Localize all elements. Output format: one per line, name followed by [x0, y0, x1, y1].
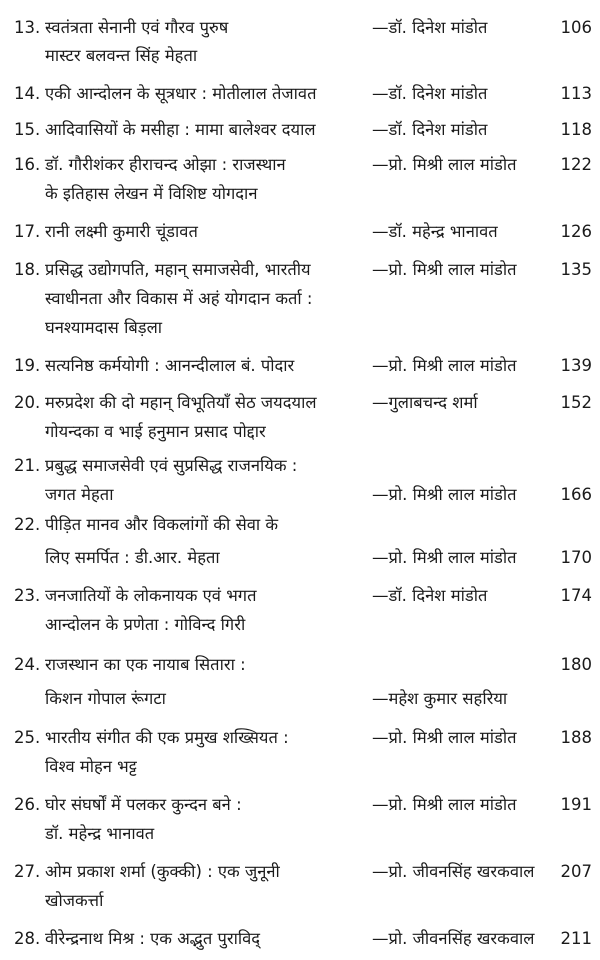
- entry-author: —डॉ. दिनेश मांडोत: [372, 84, 488, 103]
- entry-author: —डॉ. महेन्द्र भानावत: [372, 222, 498, 241]
- toc-entry-18-cont: [0, 284, 600, 314]
- entry-author: —महेश कुमार सहरिया: [372, 689, 508, 708]
- entry-page-number: 211: [560, 929, 592, 948]
- entry-number: 28.: [14, 929, 41, 948]
- entry-page-number: 152: [560, 393, 592, 412]
- entry-number: 20.: [14, 393, 41, 412]
- entry-page-number: 139: [560, 356, 592, 375]
- entry-page-number: 106: [560, 18, 592, 37]
- entry-title: प्रबुद्ध समाजसेवी एवं सुप्रसिद्ध राजनयिक :: [45, 456, 298, 475]
- entry-number: 19.: [14, 356, 41, 375]
- entry-number: 22.: [14, 515, 41, 534]
- entry-title: घनश्यामदास बिड़ला: [45, 318, 163, 337]
- entry-number: 16.: [14, 155, 41, 174]
- toc-entry-24-cont: [0, 684, 600, 714]
- toc-entry-14: [0, 79, 600, 109]
- entry-number: 18.: [14, 260, 41, 279]
- entry-title: ओम प्रकाश शर्मा (कुक्की) : एक जुनूनी: [45, 862, 280, 881]
- toc-entry-16: [0, 150, 600, 180]
- entry-page-number: 118: [560, 120, 592, 139]
- entry-author: —प्रो. मिश्री लाल मांडोत: [372, 728, 517, 747]
- toc-entry-22-cont: [0, 543, 600, 573]
- entry-author: —प्रो. जीवनसिंह खरकवाल: [372, 929, 535, 948]
- entry-title: वीरेन्द्रनाथ मिश्र : एक अद्भुत पुराविद्: [45, 929, 261, 948]
- toc-entry-20: [0, 388, 600, 418]
- toc-entry-27-cont: [0, 886, 600, 916]
- entry-number: 23.: [14, 586, 41, 605]
- entry-page-number: 207: [560, 862, 592, 881]
- entry-title: के इतिहास लेखन में विशिष्ट योगदान: [45, 184, 258, 203]
- entry-author: —प्रो. मिश्री लाल मांडोत: [372, 548, 517, 567]
- entry-author: —प्रो. मिश्री लाल मांडोत: [372, 795, 517, 814]
- toc-entry-26: [0, 790, 600, 820]
- entry-title: डॉ. गौरीशंकर हीराचन्द ओझा : राजस्थान: [45, 155, 286, 174]
- entry-title: खोजकर्त्ता: [45, 891, 104, 910]
- toc-entry-22: [0, 510, 600, 540]
- entry-page-number: 174: [560, 586, 592, 605]
- entry-number: 13.: [14, 18, 41, 37]
- entry-number: 24.: [14, 655, 41, 674]
- entry-title: आन्दोलन के प्रणेता : गोविन्द गिरी: [45, 615, 246, 634]
- entry-title: जगत मेहता: [45, 485, 114, 504]
- entry-author: —प्रो. मिश्री लाल मांडोत: [372, 485, 517, 504]
- toc-entry-16-cont: [0, 179, 600, 209]
- toc-entry-24: [0, 650, 600, 680]
- entry-number: 14.: [14, 84, 41, 103]
- entry-page-number: 166: [560, 485, 592, 504]
- entry-number: 27.: [14, 862, 41, 881]
- toc-entry-20-cont: [0, 417, 600, 447]
- entry-title: रानी लक्ष्मी कुमारी चूंडावत: [45, 222, 198, 241]
- entry-page-number: 135: [560, 260, 592, 279]
- entry-title: स्वतंत्रता सेनानी एवं गौरव पुरुष: [45, 18, 229, 37]
- toc-entry-23: [0, 581, 600, 611]
- entry-title: पीड़ित मानव और विकलांगों की सेवा के: [45, 515, 279, 534]
- entry-title: लिए समर्पित : डी.आर. मेहता: [45, 548, 220, 567]
- entry-title: गोयन्दका व भाई हनुमान प्रसाद पोद्दार: [45, 422, 266, 441]
- toc-entry-27: [0, 857, 600, 887]
- entry-title: राजस्थान का एक नायाब सितारा :: [45, 655, 246, 674]
- toc-entry-25: [0, 723, 600, 753]
- toc-entry-13: [0, 13, 600, 43]
- entry-title: जनजातियों के लोकनायक एवं भगत: [45, 586, 257, 605]
- entry-author: —गुलाबचन्द शर्मा: [372, 393, 478, 412]
- toc-entry-17: [0, 217, 600, 247]
- entry-number: 15.: [14, 120, 41, 139]
- toc-entry-26-cont: [0, 819, 600, 849]
- entry-page-number: 180: [560, 655, 592, 674]
- entry-title: डॉ. महेन्द्र भानावत: [45, 824, 155, 843]
- entry-page-number: 188: [560, 728, 592, 747]
- toc-entry-23-cont: [0, 610, 600, 640]
- toc-entry-18: [0, 255, 600, 285]
- entry-author: —प्रो. जीवनसिंह खरकवाल: [372, 862, 535, 881]
- toc-entry-19: [0, 351, 600, 381]
- entry-title: एकी आन्दोलन के सूत्रधार : मोतीलाल तेजावत: [45, 84, 317, 103]
- toc-entry-21: [0, 451, 600, 481]
- entry-number: 21.: [14, 456, 41, 475]
- entry-author: —प्रो. मिश्री लाल मांडोत: [372, 356, 517, 375]
- entry-author: —डॉ. दिनेश मांडोत: [372, 18, 488, 37]
- entry-page-number: 170: [560, 548, 592, 567]
- entry-title: विश्व मोहन भट्ट: [45, 757, 137, 776]
- entry-number: 25.: [14, 728, 41, 747]
- entry-title: घोर संघर्षों में पलकर कुन्दन बने :: [45, 795, 242, 814]
- entry-title: भारतीय संगीत की एक प्रमुख शख्सियत :: [45, 728, 289, 747]
- entry-page-number: 191: [560, 795, 592, 814]
- toc-entry-21-cont: [0, 480, 600, 510]
- toc-entry-18-cont: [0, 313, 600, 343]
- entry-page-number: 122: [560, 155, 592, 174]
- entry-title: प्रसिद्ध उद्योगपति, महान् समाजसेवी, भारतीय: [45, 260, 311, 279]
- entry-page-number: 126: [560, 222, 592, 241]
- toc-entry-28: [0, 924, 600, 954]
- entry-author: —प्रो. मिश्री लाल मांडोत: [372, 155, 517, 174]
- entry-title: आदिवासियों के मसीहा : मामा बालेश्वर दयाल: [45, 120, 316, 139]
- toc-entry-13-cont: [0, 41, 600, 71]
- entry-number: 17.: [14, 222, 41, 241]
- entry-title: किशन गोपाल रूंगटा: [45, 689, 166, 708]
- toc-entry-25-cont: [0, 752, 600, 782]
- entry-author: —प्रो. मिश्री लाल मांडोत: [372, 260, 517, 279]
- entry-title: सत्यनिष्ठ कर्मयोगी : आनन्दीलाल बं. पोदार: [45, 356, 295, 375]
- entry-title: स्वाधीनता और विकास में अहं योगदान कर्ता :: [45, 289, 313, 308]
- entry-page-number: 113: [560, 84, 592, 103]
- entry-title: मास्टर बलवन्त सिंह मेहता: [45, 46, 198, 65]
- entry-title: मरुप्रदेश की दो महान् विभूतियाँ सेठ जयदयाल: [45, 393, 317, 412]
- toc-entry-15: [0, 115, 600, 145]
- entry-author: —डॉ. दिनेश मांडोत: [372, 586, 488, 605]
- entry-author: —डॉ. दिनेश मांडोत: [372, 120, 488, 139]
- entry-number: 26.: [14, 795, 41, 814]
